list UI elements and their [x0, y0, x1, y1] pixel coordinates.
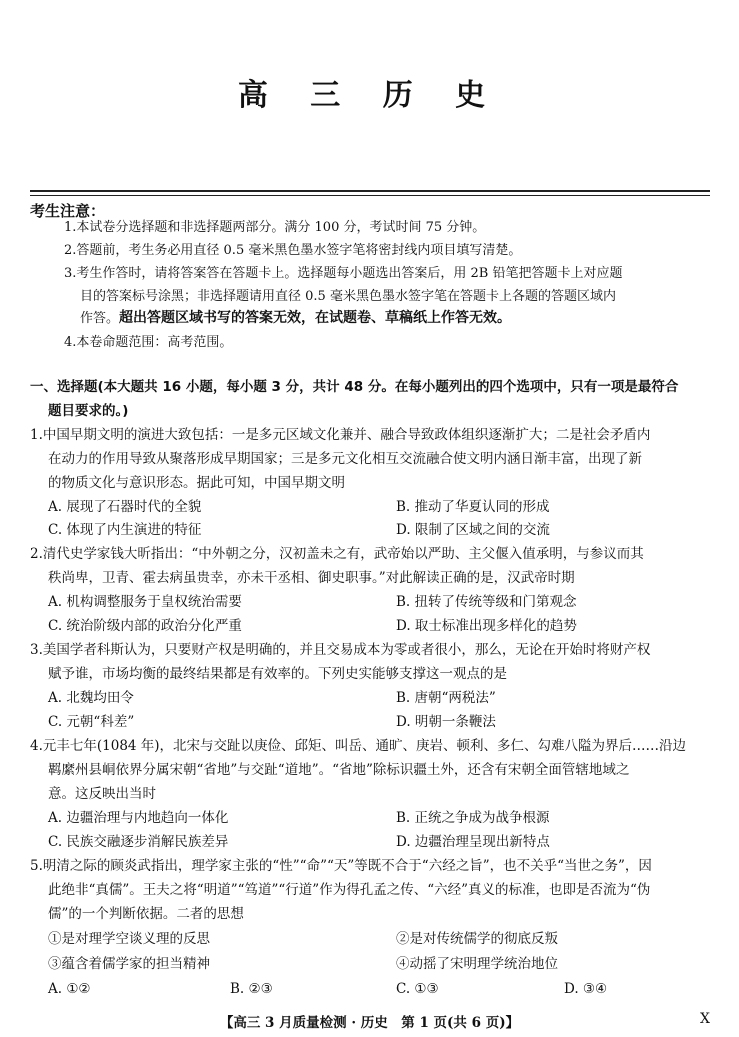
question-4-text: 羁縻州县峒依界分属宋朝“省地”与交趾“道地”。“省地”除标识疆土外，还含有宋朝全面管辖地域之	[48, 762, 630, 778]
question-1-line: 1.中国早期文明的演进大致包括：一是多元区域文化兼并、融合导致政体组织逐渐扩大；二是社会矛盾内	[30, 427, 651, 443]
question-4-option-b[interactable]: B. 正统之争成为战争根源	[396, 810, 550, 826]
question-4-line: 4.元丰七年(1084 年)，北宋与交趾以庚俭、邱矩、叫岳、通旷、庚岩、顿利、多仁、勾难八隘为界后……沿边	[30, 738, 687, 754]
question-1-option-b[interactable]: B. 推动了华夏认同的形成	[396, 499, 550, 515]
notice-item: 1.本试卷分选择题和非选择题两部分。满分 100 分，考试时间 75 分钟。	[64, 220, 486, 235]
question-4-line	[30, 758, 715, 782]
question-4-line	[30, 782, 715, 806]
question-4-option-c[interactable]: C. 民族交融逐步消解民族差异	[48, 834, 229, 850]
question-1-option-d[interactable]: D. 限制了区域之间的交流	[396, 522, 550, 538]
question-5-statement-2: ②是对传统儒学的彻底反叛	[396, 931, 558, 947]
question-2-text: 秩尚卑，卫青、霍去病虽贵幸，亦未干丞相、御史职事。”对此解读正确的是，汉武帝时期	[48, 570, 575, 586]
question-5-option-b[interactable]: B. ②③	[230, 981, 273, 997]
notice-item: 2.答题前，考生务必用直径 0.5 毫米黑色墨水签字笔将密封线内项目填写清楚。	[64, 243, 522, 258]
question-2-option-d[interactable]: D. 取士标准出现多样化的趋势	[396, 618, 577, 634]
question-3-line: 3.美国学者科斯认为，只要财产权是明确的，并且交易成本为零或者很小，那么，无论在开始时将财产权	[30, 642, 651, 658]
question-1-text: 的物质文化与意识形态。据此可知，中国早期文明	[48, 475, 345, 491]
question-2-option-b[interactable]: B. 扭转了传统等级和门第观念	[396, 594, 577, 610]
question-5-option-a[interactable]: A. ①②	[48, 981, 91, 997]
question-4-option-a[interactable]: A. 边疆治理与内地趋向一体化	[48, 810, 229, 826]
question-5-option-d[interactable]: D. ③④	[564, 981, 608, 997]
question-4-text: 意。这反映出当时	[48, 786, 156, 802]
question-5-statement-4: ④动摇了宋明理学统治地位	[396, 956, 558, 972]
notice-item: 3.考生作答时，请将答案答在答题卡上。选择题每小题选出答案后，用 2B 铅笔把答题卡上对应题	[64, 266, 623, 281]
question-5-line	[30, 878, 715, 902]
notice-item: 4.本卷命题范围：高考范围。	[64, 335, 233, 350]
notice-item	[64, 307, 714, 330]
footer-mark: X	[700, 1011, 710, 1027]
question-2-option-a[interactable]: A. 机构调整服务于皇权统治需要	[48, 594, 242, 610]
question-3-text: 赋予谁，市场均衡的最终结果都是有效率的。下列史实能够支撑这一观点的是	[48, 666, 507, 682]
page-footer: 【高三 3 月质量检测 · 历史 第 1 页(共 6 页)】	[219, 1015, 520, 1031]
question-1-text: 在动力的作用导致从聚落形成早期国家；三是多元文化相互交流融合使文明内涵日渐丰富，出现了新	[48, 451, 642, 467]
question-5-text: 儒”的一个判断依据。二者的思想	[48, 906, 244, 922]
question-2-option-c[interactable]: C. 统治阶级内部的政治分化严重	[48, 618, 242, 634]
question-3-option-c[interactable]: C. 元朝“科差”	[48, 714, 135, 730]
question-3-line	[30, 662, 715, 686]
header-rule-thin	[30, 195, 710, 196]
question-1-line	[30, 447, 715, 471]
notice-item-continuation: 目的答案标号涂黑；非选择题请用直径 0.5 毫米黑色墨水签字笔在答题卡上各题的答题区域内	[80, 289, 616, 304]
notice-item-continuation: 作答。	[80, 311, 120, 326]
question-1-option-a[interactable]: A. 展现了石器时代的全貌	[48, 499, 202, 515]
question-4-option-d[interactable]: D. 边疆治理呈现出新特点	[396, 834, 550, 850]
question-5-option-c[interactable]: C. ①③	[396, 981, 439, 997]
question-2-line: 2.清代史学家钱大昕指出：“中外朝之分，汉初盖未之有，武帝始以严助、主父偃入值承明，与参议而其	[30, 546, 644, 562]
section-heading: 一、选择题(本大题共 16 小题，每小题 3 分，共计 48 分。在每小题列出的四个选项中，只有一项是最符合	[30, 379, 679, 395]
question-1-option-c[interactable]: C. 体现了内生演进的特征	[48, 522, 202, 538]
question-3-option-d[interactable]: D. 明朝一条鞭法	[396, 714, 496, 730]
question-3-option-a[interactable]: A. 北魏均田令	[48, 690, 134, 706]
section-heading-continuation: 题目要求的。)	[48, 403, 129, 419]
question-5-statement-1: ①是对理学空谈义理的反思	[48, 931, 210, 947]
question-2-line	[30, 566, 715, 590]
question-5-text: 此绝非“真儒”。王夫之将“明道”“笃道”“行道”作为得孔孟之传、“六经”真义的标准，也即是否流为“伪	[48, 882, 651, 898]
question-5-line	[30, 902, 715, 926]
header-rule-thick	[30, 190, 710, 192]
question-5-statement-3: ③蕴含着儒学家的担当精神	[48, 956, 210, 972]
page-title: 高 三 历 史	[237, 78, 502, 113]
question-5-line: 5.明清之际的顾炎武指出，理学家主张的“性”“命”“天”等既不合于“六经之旨”，也不关乎“当世之务”，因	[30, 858, 652, 874]
notice-emphasis: 超出答题区域书写的答案无效，在试题卷、草稿纸上作答无效。	[119, 310, 512, 326]
notice-heading: 考生注意：	[30, 202, 106, 220]
question-3-option-b[interactable]: B. 唐朝“两税法”	[396, 690, 496, 706]
question-1-line	[30, 471, 715, 495]
notice-item	[64, 285, 714, 308]
